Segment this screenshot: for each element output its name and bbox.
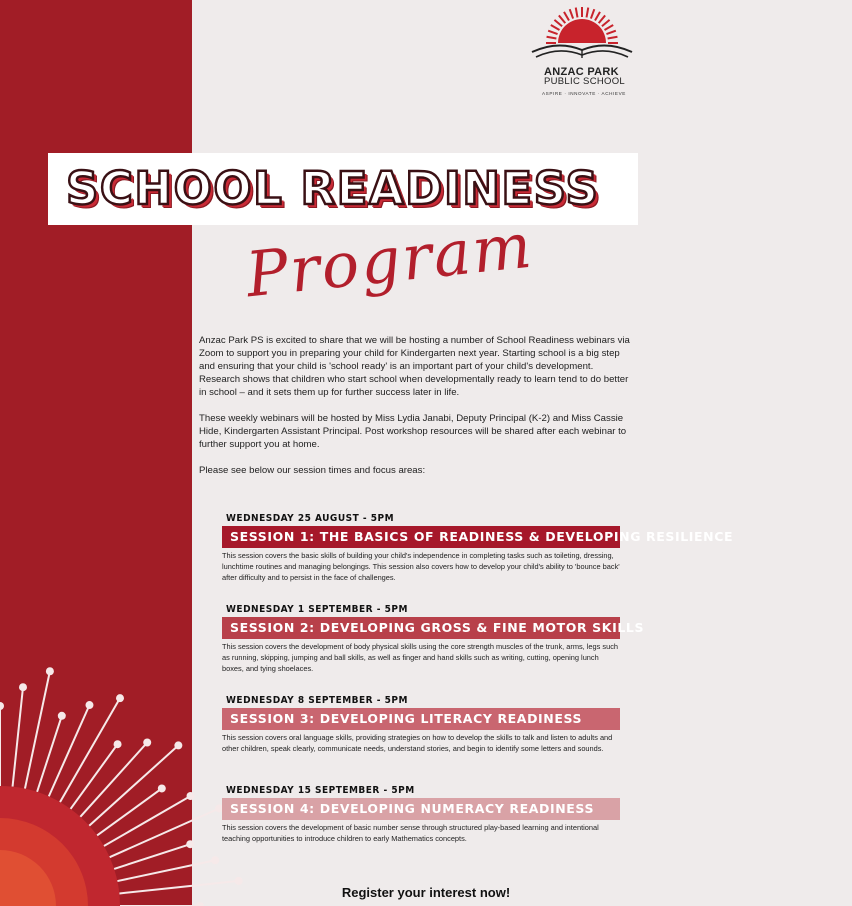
session-4 [222, 784, 620, 844]
session-description: This session covers the development of basic number sense through structured play-based learning and intentional teaching opportunities to introduce children to early Mathematics concepts. [222, 823, 599, 843]
session-title-bar: SESSION 3: DEVELOPING LITERACY READINESS [222, 708, 620, 730]
school-name-line1: ANZAC PARK [544, 66, 619, 78]
session-title-bar: SESSION 4: DEVELOPING NUMERACY READINESS [222, 798, 620, 820]
session-date: WEDNESDAY 15 SEPTEMBER - 5PM [226, 785, 415, 796]
burst-dot [19, 683, 27, 691]
school-logo [528, 6, 636, 102]
intro-paragraph: These weekly webinars will be hosted by Miss Lydia Janabi, Deputy Principal (K-2) and Miss Cassie Hide, Kindergarten Assistant Principal. Post workshop resources will be shared after each webinar to further support you at home. [199, 413, 627, 450]
burst-ray [114, 844, 190, 869]
script-subtitle: Program [242, 208, 537, 312]
session-title-bar: SESSION 1: THE BASICS OF READINESS & DEVELOPING RESILIENCE [222, 526, 620, 548]
burst-dot [235, 877, 243, 885]
burst-dot [46, 667, 54, 675]
session-description: This session covers the basic skills of building your child's independence in completing tasks such as toileting, dressing, lunchtime routines and managing belongings. This session also covers how to develop your child's ability to 'bounce back' after difficulty and to persist in the face of challenges. [222, 551, 620, 582]
session-2 [222, 603, 645, 674]
burst-ray [49, 705, 90, 796]
burst-dot [143, 739, 151, 747]
school-tagline: ASPIRE · INNOVATE · ACHIEVE [542, 91, 626, 96]
burst-dot [158, 784, 166, 792]
burst-dot [186, 840, 194, 848]
school-name-line2: PUBLIC SCHOOL [544, 76, 625, 87]
burst-dot [0, 702, 4, 710]
burst-dot [196, 902, 204, 906]
burst-dot [116, 694, 124, 702]
register-call-to-action[interactable]: Register your interest now! [341, 885, 511, 900]
session-3 [222, 694, 620, 754]
page-title: SCHOOL READINESS [66, 162, 600, 215]
burst-dot [114, 740, 122, 748]
sunrise-book-icon [528, 6, 636, 66]
session-date: WEDNESDAY 1 SEPTEMBER - 5PM [226, 604, 408, 615]
burst-ray [71, 744, 118, 809]
session-description: This session covers oral language skills, providing strategies on how to develop the skills to talk and listen to adults and other children, speak clearly, communicate needs, understand stories, and begin to identify some letters and sounds. [222, 733, 613, 753]
burst-dot [211, 856, 219, 864]
session-date: WEDNESDAY 8 SEPTEMBER - 5PM [226, 695, 408, 706]
intro-paragraph: Anzac Park PS is excited to share that we will be hosting a number of School Readiness webinars via Zoom to support you in preparing your child for Kindergarten next year. Starting school is a big step and ensuring that your child is 'school ready' is an important part of your child's development. Research shows that children who start school when developmentally ready to learn tend to do better in school – and it sets them up for further success later in life. [199, 335, 630, 398]
burst-dot [187, 792, 195, 800]
burst-dot [58, 712, 66, 720]
burst-ray [13, 687, 23, 786]
session-1 [222, 512, 734, 583]
sunburst-decoration [0, 640, 260, 906]
burst-ray [97, 788, 162, 835]
session-title-bar: SESSION 2: DEVELOPING GROSS & FINE MOTOR SKILLS [222, 617, 620, 639]
burst-ray [37, 716, 62, 792]
burst-dot [174, 741, 182, 749]
burst-dot [85, 701, 93, 709]
session-description: This session covers the development of body physical skills using the core strength muscles of the trunk, arms, legs such as running, skipping, jumping and ball skills, as well as finger and hand skills such as writing, cutting, opening lunch boxes, and tying shoelaces. [222, 642, 618, 673]
intro-text [199, 334, 631, 490]
intro-paragraph: Please see below our session times and focus areas: [199, 465, 426, 476]
burst-ray [25, 671, 50, 788]
session-date: WEDNESDAY 25 AUGUST - 5PM [226, 513, 395, 524]
